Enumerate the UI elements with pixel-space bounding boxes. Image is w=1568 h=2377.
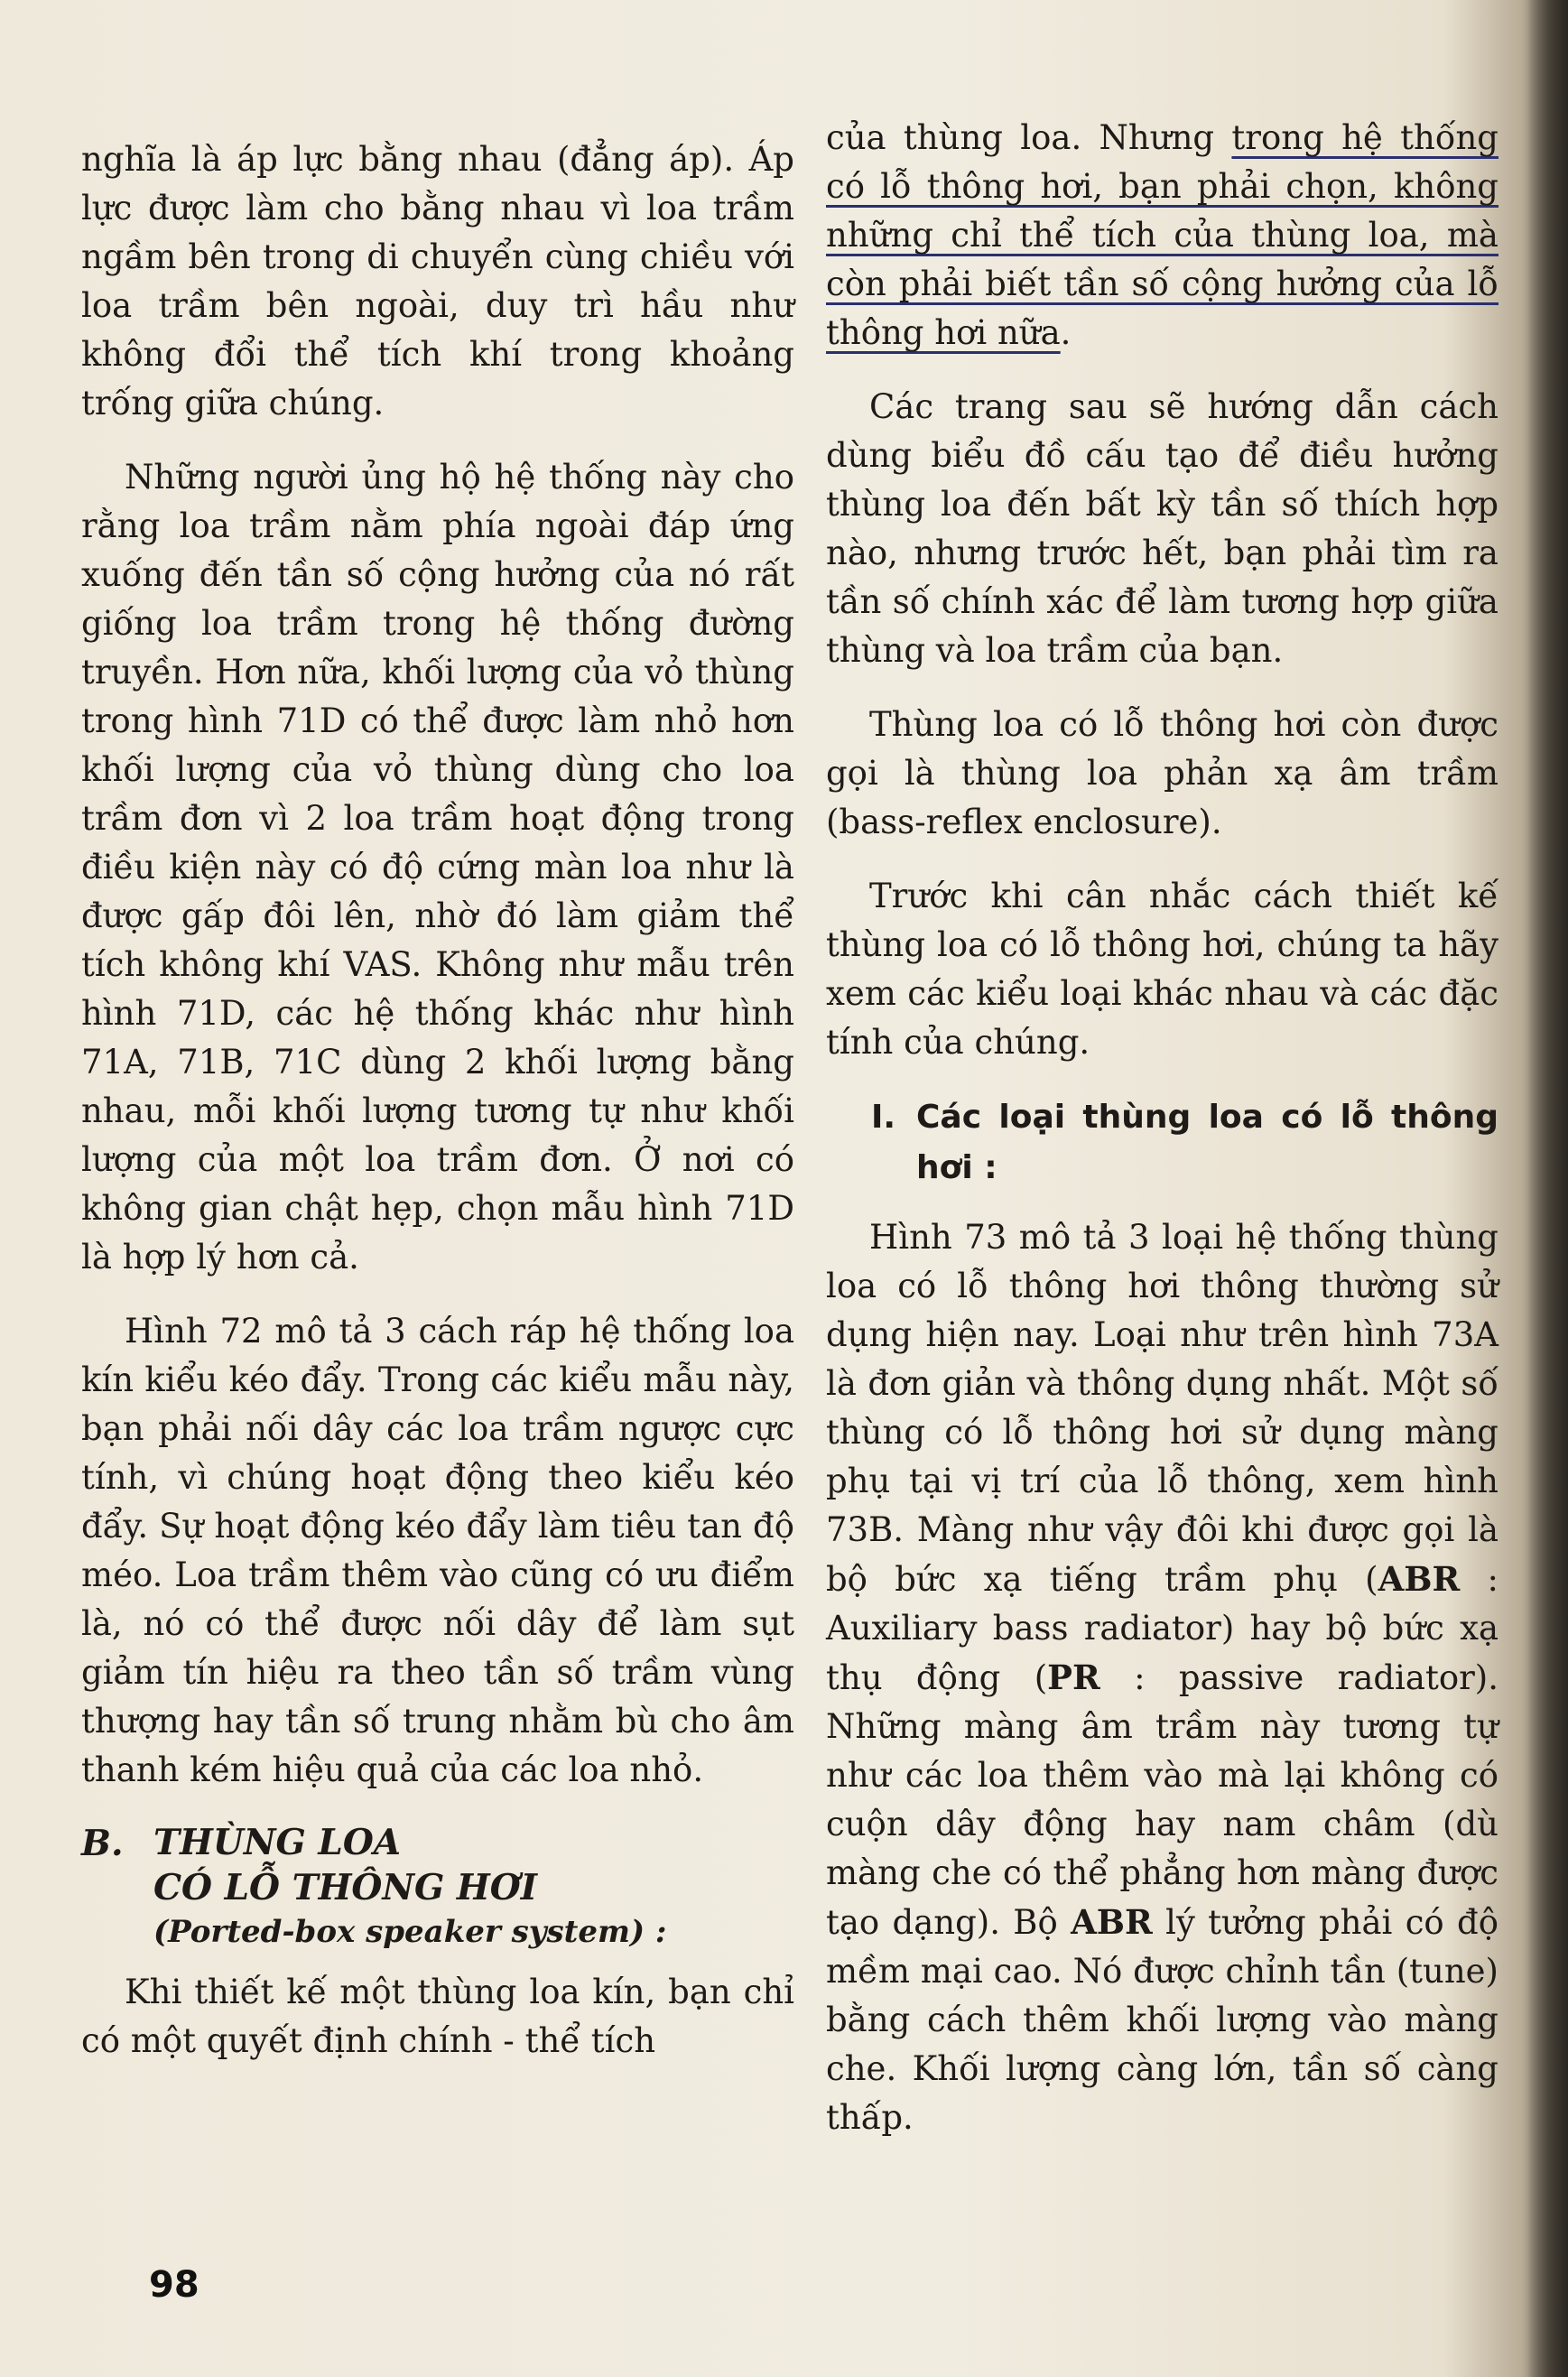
section-label: B. <box>81 1823 124 1864</box>
abbreviation: ABR <box>1071 1902 1153 1942</box>
paragraph: Trước khi cân nhắc cách thiết kế thùng loa có lỗ thông hơi, chúng ta hãy xem các kiểu loại khác nhau và các đặc tính của chúng. <box>826 877 1498 1062</box>
abbreviation: PR <box>1047 1657 1100 1697</box>
paragraph-text: của thùng loa. Nhưng <box>826 118 1232 157</box>
subsection-title: Các loại thùng loa có lỗ thông hơi : <box>916 1099 1498 1186</box>
paragraph: nghĩa là áp lực bằng nhau (đẳng áp). Áp lực được làm cho bằng nhau vì loa trầm ngầm bên trong di chuyển cùng chiều với loa trầm bên ngoài, duy trì hầu như không đổi thể tích khí trong khoảng trống giữa chúng. <box>81 140 794 422</box>
paragraph: Hình 72 mô tả 3 cách ráp hệ thống loa kín kiểu kéo đẩy. Trong các kiểu mẫu này, bạn phải nối dây các loa trầm ngược cực tính, vì chúng hoạt động theo kiểu kéo đẩy. Sự hoạt động kéo đẩy làm tiêu tan độ méo. Loa trầm thêm vào cũng có ưu điểm là, nó có thể được nối dây để làm sụt giảm tín hiệu ra theo tần số trầm vùng thượng hay tần số trung nhằm bù cho âm thanh kém hiệu quả của các loa nhỏ. <box>81 1312 794 1789</box>
paragraph-text: : passive radiator). Những màng âm trầm này tương tự như các loa thêm vào mà lại không có cuộn dây động hay nam châm (dù màng che có thể phẳng hơn màng được tạo dạng). Bộ <box>826 1658 1498 1942</box>
paragraph: Thùng loa có lỗ thông hơi còn được gọi là thùng loa phản xạ âm trầm (bass-reflex enclosure). <box>826 705 1498 841</box>
section-heading <box>81 1820 794 1954</box>
subsection-heading <box>826 1092 1498 1193</box>
page-number: 98 <box>149 2264 199 2306</box>
section-title-block <box>153 1820 794 1954</box>
paragraph: Khi thiết kế một thùng loa kín, bạn chỉ có một quyết định chính - thể tích <box>81 1973 794 2060</box>
left-column <box>81 135 794 2091</box>
paragraph-text: lý tưởng phải có độ mềm mại cao. Nó được chỉnh tần (tune) bằng cách thêm khối lượng vào màng che. Khối lượng càng lớn, tần số càng thấp. <box>826 1903 1498 2137</box>
paragraph: Các trang sau sẽ hướng dẫn cách dùng biểu đồ cấu tạo để điều hưởng thùng loa đến bất kỳ tần số thích hợp nào, nhưng trước hết, bạn phải tìm ra tần số chính xác để làm tương hợp giữa thùng và loa trầm của bạn. <box>826 387 1498 670</box>
book-spine-shadow <box>1526 0 1568 2377</box>
abbreviation: ABR <box>1378 1559 1461 1599</box>
paragraph-text: : Auxiliary bass radiator) hay bộ bức xạ thụ động ( <box>826 1560 1499 1697</box>
paragraph-text: . <box>1060 313 1072 352</box>
paragraph-text: Hình 73 mô tả 3 loại hệ thống thùng loa có lỗ thông hơi thông thường sử dụng hiện nay. Loại như trên hình 73A là đơn giản và thông dụng nhất. Một số thùng có lỗ thông hơi sử dụng màng phụ tại vị trí của lỗ thông, xem hình 73B. Màng như vậy đôi khi được gọi là bộ bức xạ tiếng trầm phụ ( <box>826 1218 1498 1599</box>
section-title-line-1: THÙNG LOA <box>153 1822 402 1863</box>
right-column <box>826 114 1498 2168</box>
section-subtitle: (Ported-box speaker system) : <box>153 1914 667 1950</box>
subsection-label: I. <box>871 1099 896 1136</box>
paragraph: Những người ủng hộ hệ thống này cho rằng loa trầm nằm phía ngoài đáp ứng xuống đến tần số cộng hưởng của nó rất giống loa trầm trong hệ thống đường truyền. Hơn nữa, khối lượng của vỏ thùng trong hình 71D có thể được làm nhỏ hơn khối lượng của vỏ thùng dùng cho loa trầm đơn vì 2 loa trầm hoạt động trong điều kiện này có độ cứng màn loa như là được gấp đôi lên, nhờ đó làm giảm thể tích không khí VAS. Không như mẫu trên hình 71D, các hệ thống khác như hình 71A, 71B, 71C dùng 2 khối lượng bằng nhau, mỗi khối lượng tương tự như khối lượng của một loa trầm đơn. Ở nơi có không gian chật hẹp, chọn mẫu hình 71D là hợp lý hơn cả. <box>81 458 794 1277</box>
section-title-line-2: CÓ LỖ THÔNG HƠI <box>153 1867 538 1908</box>
handwritten-underline-text: trong hệ thống có lỗ thông hơi, bạn phải chọn, không những chỉ thể tích của thùng loa, mà còn phải biết tần số cộng hưởng của lỗ thông hơi nữa <box>826 118 1498 352</box>
paragraph <box>826 1213 1498 2142</box>
paragraph <box>826 114 1498 357</box>
